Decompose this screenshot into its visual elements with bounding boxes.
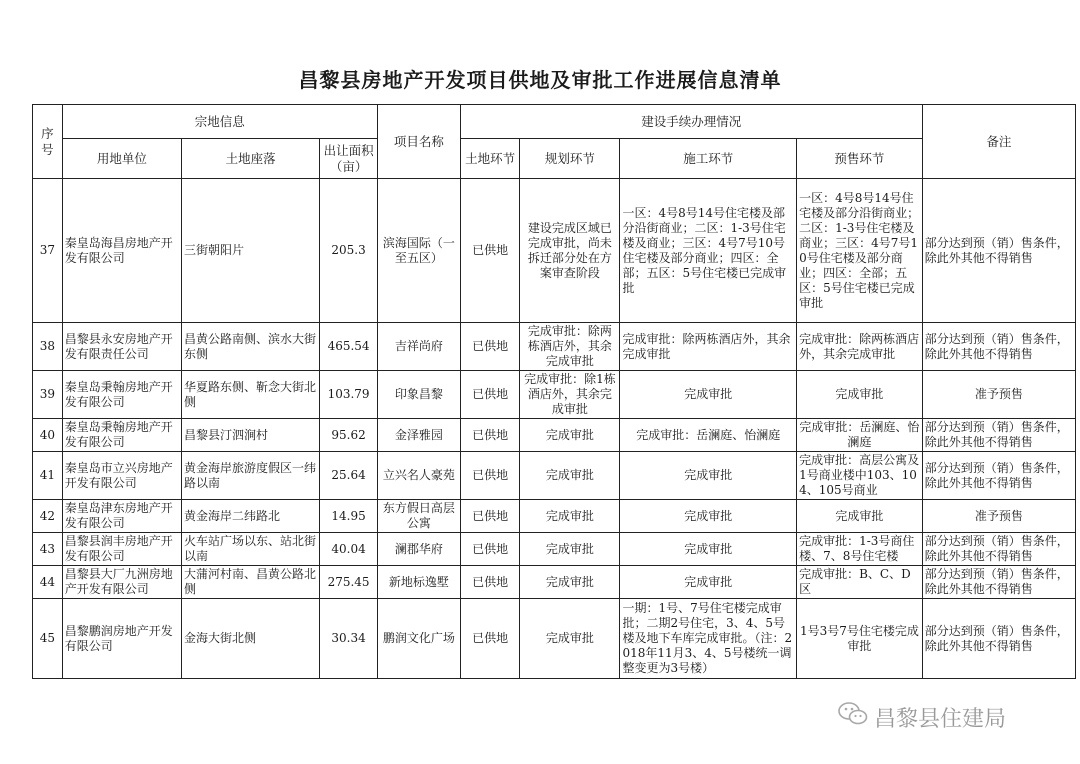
table-row — [33, 419, 1076, 452]
cell-construction: 完成审批 — [620, 533, 797, 566]
cell-unit: 昌黎县润丰房地产开发有限公司 — [62, 533, 181, 566]
header-land-info: 宗地信息 — [62, 105, 377, 139]
cell-planning: 完成审批 — [520, 566, 620, 599]
table-row — [33, 599, 1076, 679]
cell-project: 吉祥尚府 — [377, 323, 460, 371]
cell-seq: 39 — [33, 371, 63, 419]
cell-planning: 完成审批：除两栋酒店外，其余完成审批 — [520, 323, 620, 371]
cell-land: 已供地 — [460, 599, 520, 679]
cell-project: 立兴名人豪苑 — [377, 452, 460, 500]
cell-unit: 秦皇岛市立兴房地产开发有限公司 — [62, 452, 181, 500]
cell-presale: 完成审批：B、C、D区 — [797, 566, 923, 599]
cell-presale: 一区：4号8号14号住宅楼及部分沿街商业；二区：1-3号住宅楼及商业；三区：4号7号10号住宅楼及部分商业；四区：全部；五区：5号住宅楼已完成审批 — [797, 179, 923, 323]
cell-area: 30.34 — [320, 599, 378, 679]
cell-project: 东方假日高层公寓 — [377, 500, 460, 533]
cell-planning: 完成审批 — [520, 419, 620, 452]
header-land-user: 用地单位 — [62, 139, 181, 179]
cell-seq: 43 — [33, 533, 63, 566]
cell-presale: 完成审批：除两栋酒店外，其余完成审批 — [797, 323, 923, 371]
cell-construction: 完成审批 — [620, 500, 797, 533]
table-row — [33, 323, 1076, 371]
cell-project: 印象昌黎 — [377, 371, 460, 419]
cell-area: 25.64 — [320, 452, 378, 500]
table-row — [33, 566, 1076, 599]
wechat-icon — [838, 701, 874, 733]
cell-seq: 44 — [33, 566, 63, 599]
cell-construction: 完成审批 — [620, 452, 797, 500]
cell-seq: 37 — [33, 179, 63, 323]
cell-location: 昌黄公路南侧、滨水大街东侧 — [181, 323, 319, 371]
cell-construction: 完成审批 — [620, 371, 797, 419]
cell-presale: 1号3号7号住宅楼完成审批 — [797, 599, 923, 679]
info-table — [32, 104, 1076, 679]
cell-land: 已供地 — [460, 452, 520, 500]
header-remarks: 备注 — [922, 105, 1075, 179]
header-seq: 序号 — [33, 105, 63, 179]
cell-land: 已供地 — [460, 419, 520, 452]
cell-remark: 准予预售 — [922, 500, 1075, 533]
cell-remark: 准予预售 — [922, 371, 1075, 419]
table-row — [33, 179, 1076, 323]
cell-project: 鹏润文化广场 — [377, 599, 460, 679]
header-presale-stage: 预售环节 — [797, 139, 923, 179]
table-row — [33, 371, 1076, 419]
cell-seq: 38 — [33, 323, 63, 371]
cell-construction: 完成审批：岳澜庭、怡澜庭 — [620, 419, 797, 452]
cell-location: 三街朝阳片 — [181, 179, 319, 323]
cell-planning: 完成审批 — [520, 452, 620, 500]
cell-area: 14.95 — [320, 500, 378, 533]
cell-planning: 完成审批 — [520, 599, 620, 679]
cell-seq: 45 — [33, 599, 63, 679]
cell-seq: 42 — [33, 500, 63, 533]
table-row — [33, 452, 1076, 500]
cell-planning: 完成审批 — [520, 500, 620, 533]
cell-area: 205.3 — [320, 179, 378, 323]
header-project-name: 项目名称 — [377, 105, 460, 179]
cell-planning: 完成审批 — [520, 533, 620, 566]
cell-project: 滨海国际（一至五区） — [377, 179, 460, 323]
cell-project: 新地标逸墅 — [377, 566, 460, 599]
cell-land: 已供地 — [460, 371, 520, 419]
cell-land: 已供地 — [460, 533, 520, 566]
cell-seq: 40 — [33, 419, 63, 452]
cell-location: 大蒲河村南、昌黄公路北侧 — [181, 566, 319, 599]
cell-land: 已供地 — [460, 179, 520, 323]
cell-planning: 完成审批：除1栋酒店外，其余完成审批 — [520, 371, 620, 419]
cell-unit: 昌黎鹏润房地产开发有限公司 — [62, 599, 181, 679]
watermark-text: 昌黎县住建局 — [874, 706, 1007, 732]
cell-location: 黄金海岸二纬路北 — [181, 500, 319, 533]
cell-location: 昌黎县汀泗涧村 — [181, 419, 319, 452]
cell-construction: 完成审批：除两栋酒店外，其余完成审批 — [620, 323, 797, 371]
header-land-stage: 土地环节 — [460, 139, 520, 179]
cell-location: 华夏路东侧、靳念大街北侧 — [181, 371, 319, 419]
cell-remark: 部分达到预（销）售条件，除此外其他不得销售 — [922, 179, 1075, 323]
table-row — [33, 533, 1076, 566]
header-planning-stage: 规划环节 — [520, 139, 620, 179]
cell-unit: 昌黎县大厂九洲房地产开发有限公司 — [62, 566, 181, 599]
watermark — [838, 702, 1006, 732]
cell-area: 95.62 — [320, 419, 378, 452]
cell-project: 金泽雅园 — [377, 419, 460, 452]
cell-remark: 部分达到预（销）售条件，除此外其他不得销售 — [922, 419, 1075, 452]
cell-unit: 秦皇岛津东房地产开发有限公司 — [62, 500, 181, 533]
cell-presale: 完成审批 — [797, 500, 923, 533]
cell-presale: 完成审批：1-3号商住楼、7、8号住宅楼 — [797, 533, 923, 566]
page-title: 昌黎县房地产开发项目供地及审批工作进展信息清单 — [298, 68, 782, 92]
cell-location: 金海大街北侧 — [181, 599, 319, 679]
cell-seq: 41 — [33, 452, 63, 500]
cell-location: 火车站广场以东、站北街以南 — [181, 533, 319, 566]
cell-area: 40.04 — [320, 533, 378, 566]
cell-remark: 部分达到预（销）售条件，除此外其他不得销售 — [922, 566, 1075, 599]
cell-planning: 建设完成区域已完成审批，尚未拆迁部分处在方案审查阶段 — [520, 179, 620, 323]
cell-unit: 昌黎县永安房地产开发有限责任公司 — [62, 323, 181, 371]
cell-area: 275.45 — [320, 566, 378, 599]
cell-project: 澜郡华府 — [377, 533, 460, 566]
header-procedures: 建设手续办理情况 — [460, 105, 922, 139]
cell-remark: 部分达到预（销）售条件，除此外其他不得销售 — [922, 323, 1075, 371]
cell-presale: 完成审批 — [797, 371, 923, 419]
cell-unit: 秦皇岛海昌房地产开发有限公司 — [62, 179, 181, 323]
header-land-location: 土地座落 — [181, 139, 319, 179]
cell-remark: 部分达到预（销）售条件，除此外其他不得销售 — [922, 533, 1075, 566]
cell-area: 465.54 — [320, 323, 378, 371]
cell-remark: 部分达到预（销）售条件，除此外其他不得销售 — [922, 452, 1075, 500]
cell-unit: 秦皇岛秉翰房地产开发有限公司 — [62, 419, 181, 452]
cell-construction: 完成审批 — [620, 566, 797, 599]
cell-land: 已供地 — [460, 323, 520, 371]
table-row — [33, 500, 1076, 533]
cell-presale: 完成审批：高层公寓及1号商业楼中103、104、105号商业 — [797, 452, 923, 500]
header-construction-stage: 施工环节 — [620, 139, 797, 179]
cell-land: 已供地 — [460, 566, 520, 599]
cell-area: 103.79 — [320, 371, 378, 419]
header-land-area: 出让面积（亩） — [320, 139, 378, 179]
cell-unit: 秦皇岛秉翰房地产开发有限公司 — [62, 371, 181, 419]
cell-presale: 完成审批：岳澜庭、怡澜庭 — [797, 419, 923, 452]
cell-construction: 一期：1号、7号住宅楼完成审批；二期2号住宅，3、4、5号楼及地下车库完成审批。（注：2018年11月3、4、5号楼统一调整变更为3号楼） — [620, 599, 797, 679]
cell-remark: 部分达到预（销）售条件，除此外其他不得销售 — [922, 599, 1075, 679]
cell-construction: 一区：4号8号14号住宅楼及部分沿街商业；二区：1-3号住宅楼及商业；三区：4号7号10号住宅楼及部分商业；四区：全部；五区：5号住宅楼已完成审批 — [620, 179, 797, 323]
cell-land: 已供地 — [460, 500, 520, 533]
cell-location: 黄金海岸旅游度假区一纬路以南 — [181, 452, 319, 500]
